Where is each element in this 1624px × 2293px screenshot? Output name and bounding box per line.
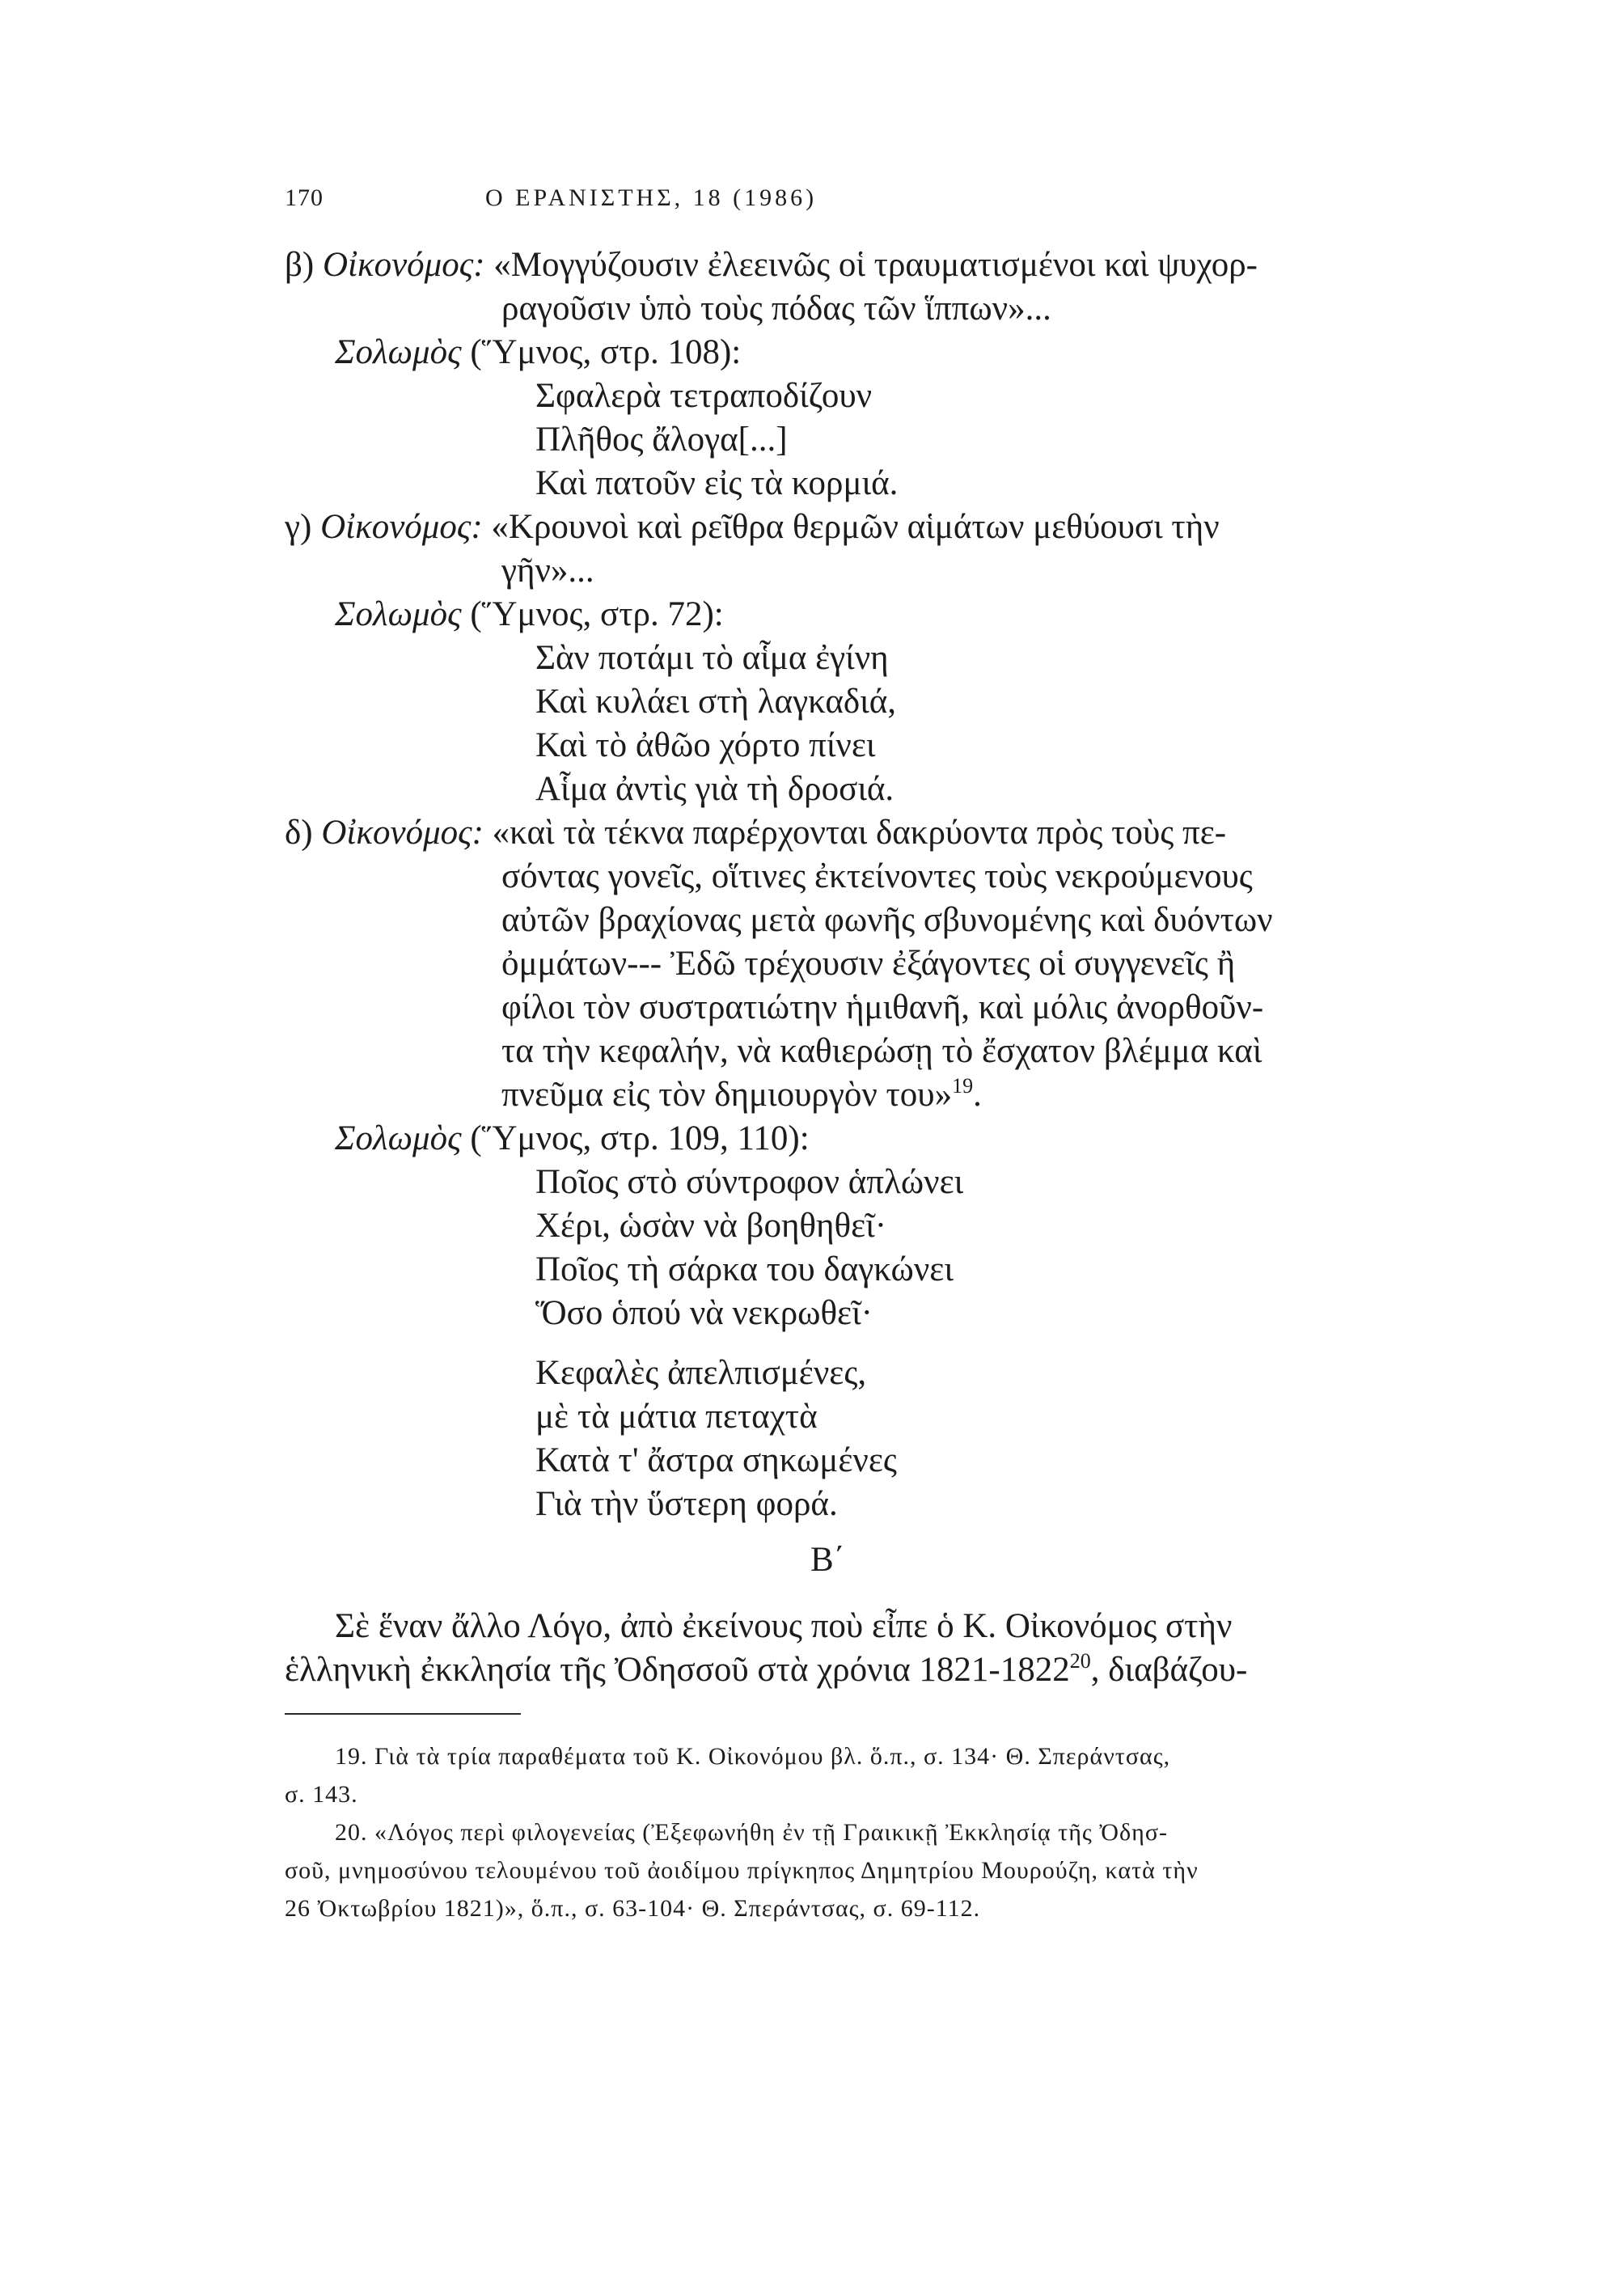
item-b-verse-3: Καὶ πατοῦν εἰς τὰ κορμιά. xyxy=(535,464,899,502)
section-line-2 xyxy=(285,1648,1247,1692)
item-b-author: Οἰκονόμος: xyxy=(322,246,485,284)
item-b-poet: Σολωμὸς xyxy=(335,333,462,371)
page-number: 170 xyxy=(285,184,324,211)
item-d-quote-4: ὀμμάτων--- Ἐδῶ τρέχουσιν ἐξάγοντες οἱ συγγενεῖς ἢ xyxy=(501,945,1236,983)
item-g-source xyxy=(335,593,724,637)
section-line-2-end: , διαβάζου- xyxy=(1090,1651,1248,1689)
running-title: Ο ΕΡΑΝΙΣΤΗΣ, 18 (1986) xyxy=(485,184,818,211)
item-b-verse-2: Πλῆθος ἄλογα[...] xyxy=(535,421,788,459)
item-d-label: δ) xyxy=(285,814,313,852)
item-b-quote-1: «Μογγύζουσιν ἐλεεινῶς οἱ τραυματισμένοι καὶ ψυχορ- xyxy=(493,246,1258,284)
footnote-ref-20[interactable]: 20 xyxy=(1069,1649,1091,1673)
footnote-rule xyxy=(285,1713,521,1715)
item-b-line-1 xyxy=(285,243,1258,287)
item-d-s2-verse-2: μὲ τὰ μάτια πεταχτὰ xyxy=(535,1398,818,1436)
item-d-quote-7 xyxy=(501,1073,982,1117)
item-d-s1-verse-3: Ποῖος τὴ σάρκα του δαγκώνει xyxy=(535,1250,954,1288)
item-d-source xyxy=(335,1117,810,1161)
item-g-quote-1: «Κρουνοὶ καὶ ρεῖθρα θερμῶν αἱμάτων μεθύουσι τὴν xyxy=(491,508,1220,546)
item-d-quote-end: . xyxy=(973,1076,982,1114)
item-g-verse-1: Σὰν ποτάμι τὸ αἷμα ἐγίνη xyxy=(535,639,889,677)
item-d-s1-verse-1: Ποῖος στὸ σύντροφον ἁπλώνει xyxy=(535,1163,964,1201)
footnote-19-line-1: 19. Γιὰ τὰ τρία παραθέματα τοῦ Κ. Οἰκονόμου βλ. ὅ.π., σ. 134· Θ. Σπεράντσας, xyxy=(335,1743,1171,1770)
section-line-1: Σὲ ἕναν ἄλλο Λόγο, ἀπὸ ἐκείνους ποὺ εἶπε ὁ Κ. Οἰκονόμος στὴν xyxy=(335,1607,1233,1645)
item-g-author: Οἰκονόμος: xyxy=(320,508,483,546)
item-d-s1-verse-4: Ὅσο ὁπού νὰ νεκρωθεῖ· xyxy=(535,1294,873,1332)
item-d-s1-verse-2: Χέρι, ὡσὰν νὰ βοηθηθεῖ· xyxy=(535,1207,887,1245)
item-g-line-1 xyxy=(285,506,1220,549)
item-g-label: γ) xyxy=(285,508,312,546)
item-g-ref: (Ὕμνος, στρ. 72): xyxy=(470,595,724,633)
section-heading: Β΄ xyxy=(810,1541,845,1579)
item-b-label: β) xyxy=(285,246,315,284)
item-b-source xyxy=(335,331,741,374)
footnote-20-line-2: σοῦ, μνημοσύνου τελουμένου τοῦ ἀοιδίμου πρίγκηπος Δημητρίου Μουρούζη, κατὰ τὴν xyxy=(285,1857,1199,1884)
footnote-ref-19[interactable]: 19 xyxy=(952,1074,974,1098)
item-d-line-1 xyxy=(285,811,1226,855)
footnote-20-line-1: 20. «Λόγος περὶ φιλογενείας (Ἐξεφωνήθη ἐν τῇ Γραικικῇ Ἐκκλησίᾳ τῆς Ὀδησ- xyxy=(335,1819,1169,1846)
item-d-poet: Σολωμὸς xyxy=(335,1119,462,1157)
item-b-ref: (Ὕμνος, στρ. 108): xyxy=(470,333,742,371)
item-d-s2-verse-4: Γιὰ τὴν ὕστερη φορά. xyxy=(535,1485,838,1523)
item-g-verse-4: Αἷμα ἀντὶς γιὰ τὴ δροσιά. xyxy=(535,770,894,808)
item-d-quote-1: «καὶ τὰ τέκνα παρέρχονται δακρύοντα πρὸς τοὺς πε- xyxy=(492,814,1227,852)
item-d-ref: (Ὕμνος, στρ. 109, 110): xyxy=(470,1119,810,1157)
item-g-verse-3: Καὶ τὸ ἀθῶο χόρτο πίνει xyxy=(535,726,876,764)
item-d-author: Οἰκονόμος: xyxy=(321,814,484,852)
section-line-2-text: ἑλληνικὴ ἐκκλησία τῆς Ὀδησσοῦ στὰ χρόνια 1821-1822 xyxy=(285,1651,1070,1689)
item-g-poet: Σολωμὸς xyxy=(335,595,462,633)
item-g-verse-2: Καὶ κυλάει στὴ λαγκαδιά, xyxy=(535,683,897,721)
footnote-19-line-2: σ. 143. xyxy=(285,1781,358,1808)
item-d-s2-verse-3: Κατὰ τ' ἄστρα σηκωμένες xyxy=(535,1441,897,1479)
item-d-quote-3: αὐτῶν βραχίονας μετὰ φωνῆς σβυνομένης καὶ δυόντων xyxy=(501,901,1273,939)
item-d-quote-6: τα τὴν κεφαλήν, νὰ καθιερώσῃ τὸ ἔσχατον βλέμμα καὶ xyxy=(501,1032,1262,1070)
item-b-verse-1: Σφαλερὰ τετραποδίζουν xyxy=(535,377,873,415)
item-d-quote-7-text: πνεῦμα εἰς τὸν δημιουργὸν του» xyxy=(501,1076,953,1114)
footnote-20-line-3: 26 Ὀκτωβρίου 1821)», ὅ.π., σ. 63-104· Θ. Σπεράντσας, σ. 69-112. xyxy=(285,1895,981,1922)
item-d-s2-verse-1: Κεφαλὲς ἀπελπισμένες, xyxy=(535,1354,867,1392)
item-d-quote-5: φίλοι τὸν συστρατιώτην ἡμιθανῆ, καὶ μόλις ἀνορθοῦν- xyxy=(501,988,1264,1026)
item-b-quote-2: ραγοῦσιν ὑπὸ τοὺς πόδας τῶν ἵππων»... xyxy=(501,290,1051,328)
item-d-quote-2: σόντας γονεῖς, οἵτινες ἐκτείνοντες τοὺς νεκρούμενους xyxy=(501,857,1253,895)
item-g-quote-2: γῆν»... xyxy=(501,552,594,590)
